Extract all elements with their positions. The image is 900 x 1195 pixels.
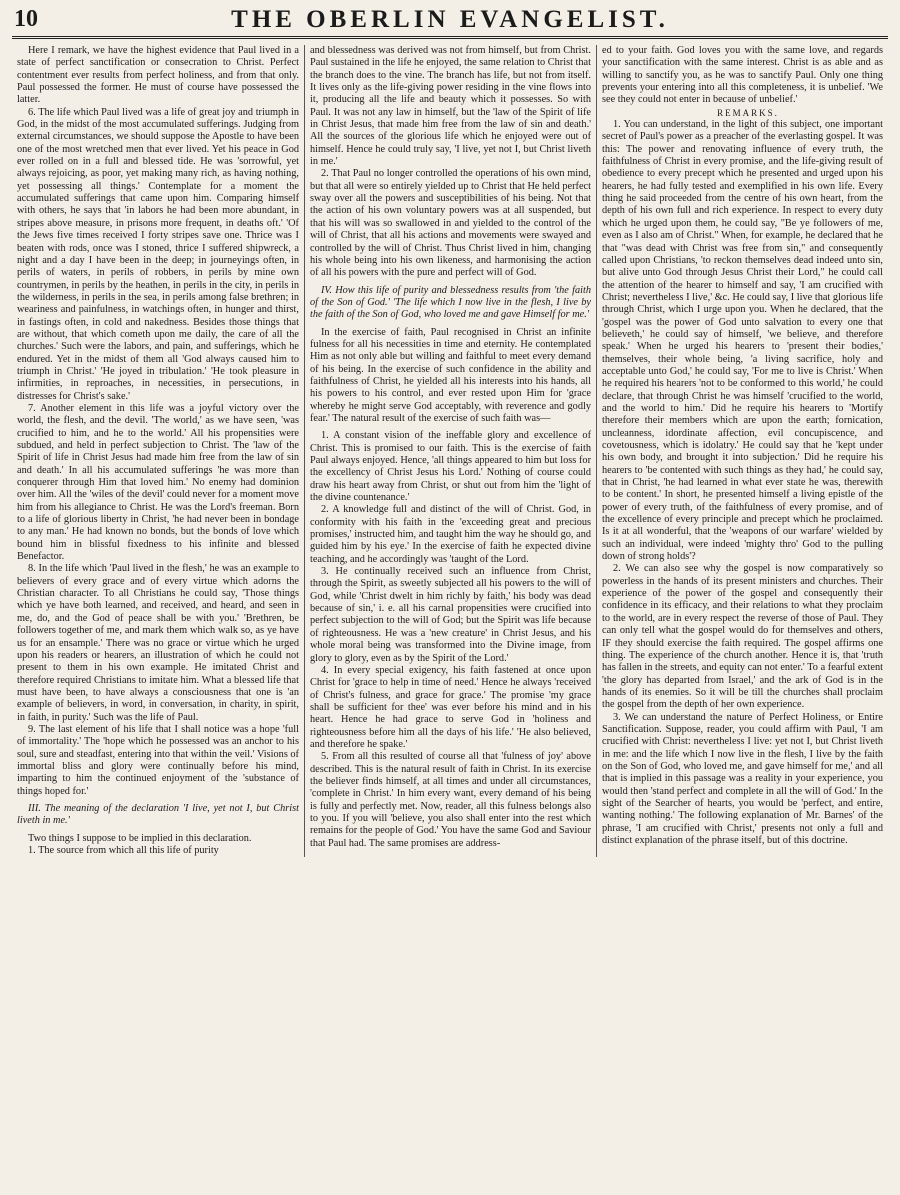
paragraph: 2. That Paul no longer controlled the operations of his own mind, but that all were so entirely yielded up to Christ that He held perfect sway over all the powers and susceptibilities of his being. Not that the action of his own voluntary powers was at all suspended, but that his will was so swallowed in and yielded to the control of the will of Christ, that all his actions and movements were swayed and controlled by the will of Christ. Thus Christ lived in him, changing his whole being into his own likeness, and harmonising the action of all his powers with the pure and perfect will of God. xyxy=(310,168,591,279)
paragraph: 2. We can also see why the gospel is now comparatively so powerless in the hands of its present ministers and churches. Their experience of the power of the gospel and consequently their confidence in its efficacy, and their relations to what they proclaim to the world, are in every respect the reverse of those of Paul. They can only tell what the gospel would do for themselves and others, IF they should exercise the faith required. The gospel affirms one thing. The experience of the church another. Hence it is, that 'truth has fallen in the streets, and equity can not enter.' To a fearful extent 'the glory has departed from Israel,' and the ark of God is in the hands of its enemies. So it will be till the churches shall proclaim the gospel from the depth of her own experience. xyxy=(602,563,883,711)
paragraph: 3. He continually received such an influence from Christ, through the Spirit, as sweetly subjected all his powers to the will of God, while 'Christ dwelt in him richly by faith,' his body was dead because of sin,' i. e. all his carnal propensities were crucified into perfect subjection to the will of God; but the Spirit was life because of righteousness. He was a 'new creature' in Christ Jesus, and his whole moral being was transformed into the Divine image, from glory to glory, even as by the Spirit of the Lord.' xyxy=(310,566,591,664)
masthead xyxy=(12,6,888,39)
article-columns xyxy=(12,45,888,857)
journal-title: THE OBERLIN EVANGELIST. xyxy=(231,6,669,33)
paragraph: Two things I suppose to be implied in this declaration. xyxy=(28,832,252,844)
paragraph: ed to your faith. God loves you with the same love, and regards your sanctification with the same interest. Christ is as able and as willing to sanctify you, as he was to sanctify Paul. Only one thing prevents your entering into all this completeness, it is unbelief. 'We see they could not enter in because of unbelief.' xyxy=(602,45,883,106)
paragraph: 2. A knowledge full and distinct of the will of Christ. God, in conformity with his faith in the 'exceeding great and precious promises,' instructed him, and taught him the way he should go, and guided him by his eye.' In the exercise of faith he expected divine teaching, and he accordingly was 'taught of the Lord. xyxy=(310,504,591,565)
paragraph: 1. A constant vision of the ineffable glory and excellence of Christ. This is promised to our faith. This is the exercise of faith Paul always enjoyed. Hence, 'all things appeared to him but loss for the excellency of Christ Jesus his Lord.' Nothing of course could draw his heart away from Christ, or shut out from him the 'light of the divine countenance.' xyxy=(310,430,591,504)
column-3 xyxy=(596,45,888,857)
section-heading: IV. How this life of purity and blessedness results from 'the faith of the Son of God.' 'The life which I now live in the flesh, I live by the faith of the Son of God, who loved me and gave Himself for me.' xyxy=(310,284,591,321)
column-1 xyxy=(12,45,304,857)
paragraph: 6. The life which Paul lived was a life of great joy and triumph in God, in the midst of the most accumulated sufferings. Judging from external circumstances, we should suppose the Apostle to have been one of the most wretched men that ever lived. Yet his peace in God ever rolled on in a full and blessed tide. He was 'sorrowful, yet always rejoicing, as poor, yet making many rich, as having nothing, yet possessing all things.' Contemplate for a moment the accumulated sufferings that came upon him. Comparing himself with others, he says that 'in labors he had been more abundant, in stripes above measure, in prisons more frequent, in deaths oft.' 'Of the Jews five times received I forty stripes save one. Thrice was I beaten with rods, once was I stoned, thrice I suffered shipwreck, a night and a day I have been in the deep; in journeyings often, in perils of waters, in perils of robbers, in perils by mine own countrymen, in perils by the heathen, in perils in the city, in perils in the wilderness, in perils in the sea, in perils among false brethren; in weariness and painfulness, in watchings often, in hunger and thirst, in fastings often, in cold and nakedness. Besides those things that are without, that which cometh upon me daily, the care of all the churches.' Such were the labors, and pain, and sufferings, which he endured. Yet in the midst of them all 'God always caused him to triumph in Christ.' 'He joyed in tribulation.' 'He took pleasure in infirmities, in reproaches, in necessities, in persecutions, in distresses for Christ's sake.' xyxy=(17,106,299,402)
paragraph: 1. The source from which all this life of purity xyxy=(28,845,219,856)
section-heading: III. The meaning of the declaration 'I live, yet not I, but Christ liveth in me.' xyxy=(17,802,299,827)
column-2 xyxy=(304,45,596,857)
paragraph: and blessedness was derived was not from himself, but from Christ. Paul sustained in the life he enjoyed, the same relation to Christ that the branch does to the vine. The branch has life, but not from itself. It lives only as the life-giving power residing in the vine flows into it, producing all the life and beauty which it possesses. So with Paul. It was not any law in himself, but the 'law of the Spirit of life in Christ Jesus, that made him free from the law of sin and death.' All the sources of the glorious life which he enjoyed were out of himself. Hence he could truly say, 'I live, yet not I, but Christ liveth in me.' xyxy=(310,45,591,168)
paragraph: 9. The last element of his life that I shall notice was a hope 'full of immortality.' The 'hope which he possessed was an anchor to his soul, sure and steadfast, entering into that within the veil.' Visions of immortal bliss and glory were continually before his mind, imparting to him the continued enjoyment of the 'substance of things hoped for.' xyxy=(17,723,299,797)
paragraph: 4. In every special exigency, his faith fastened at once upon Christ for 'grace to help in time of need.' Hence he always 'received of Christ's fulness, and grace for grace.' The promise 'my grace shall be sufficient for thee' was ever before his mind and in his heart. Hence he had grace to serve God in 'holiness and righteousness before him all the days of his life.' 'He also believed, and therefore he spake.' xyxy=(310,664,591,750)
paragraph: 7. Another element in this life was a joyful victory over the world, the flesh, and the devil. 'The world,' as we have seen, 'was crucified to him, and he to the world.' All his propensities were subdued, and held in perfect subjection to Christ. The 'law of the Spirit of life in Christ Jesus had made him free from the law of sin and death.' In all his accumulated sufferings 'he was more than conquerer through Him that loved him.' No enemy had dominion over him. All the 'wiles of the devil' could never for a moment move him from his allegiance to Christ. He was the Lord's freeman. Born to a life of glorious liberty in Christ, 'he had never been in bondage to any man.' He had known no bonds, but the bonds of love which bound him in blissful fixedness to his infinite and blessed Benefactor. xyxy=(17,402,299,563)
paragraph: 5. From all this resulted of course all that 'fulness of joy' above described. This is the natural result of faith in Christ. In its exercise the believer finds himself, at all times and under all circumstances, 'complete in Christ.' In him every want, every demand of his being is fully and perfectly met. Now, reader, all this fulness belongs also to you. If you will 'believe, you also shall enter into the rest which remains for the people of God.' You have the same God and Saviour that Paul had. The same promises are address- xyxy=(310,751,591,849)
paragraph: 3. We can understand the nature of Perfect Holiness, or Entire Sanctification. Suppose, reader, you could affirm with Paul, 'I am crucified with Christ: nevertheless I live: yet not I, but Christ liveth in me: and the life which I now live in the flesh, I live by the faith on the Son of God, who loved me, and gave himself for me,' and all that is implied in this passage was a reality in your experience, you would then 'stand perfect and complete in all the will of God.' In the sight of the Searcher of hearts, you would be 'perfect, and entire, wanting nothing.' The following explanation of Mr. Barnes' of the phrase, 'I am crucified with Christ,' presents not only a full and distinct explanation of the phrase itself, but of this doctrine. xyxy=(602,711,883,846)
paragraph: In the exercise of faith, Paul recognised in Christ an infinite fulness for all his necessities in time and eternity. He contemplated Him as not only able but willing and faithful to meet every demand of his being. In the exercise of such confidence in the ability and faithfulness of Christ, he yielded all his interests into his hands, all his powers to his control, and ever rested upon Him for 'grace whereby he might serve God acceptably, with reverence and godly fear.' The natural result of the exercise of such faith was— xyxy=(310,326,591,424)
paragraph: 1. You can understand, in the light of this subject, one important secret of Paul's power as a preacher of the everlasting gospel. It was this: The power and renovating influence of every truth, the faithfulness of Christ in every promise, and the life-giving result of obedience to every precept which he presented and urged upon his hearers, he had fully tested and exemplified in his own life. Every thing he said proceeded from the centre of his own heart, from the depth of his own full and rich experience. In respect to every duty which he urged upon them, he could say, "Be ye followers of me, even as I also am of Christ." When, for example, he declared that he that "was dead with Christ was free from sin," and consequently called upon Christians, 'to reckon themselves dead indeed unto sin, but alive unto God through Jesus Christ their Lord," he could call the attention of the hearer to himself and say, 'I am crucified with Christ; nevertheless I live,' &c. He could say, I live that glorious life through Christ, which I urge upon you. When he declared, that the 'gospel was the power of God unto salvation to every one that believeth,' he could say of himself, 'we believe, and therefore speak.' When he urged his hearers to 'present their bodies,' themselves, their whole being, 'a living sacrifice, holy and acceptable unto God,' he could say, 'For me to live is Christ.' When he required his hearers 'not to be conformed to this world,' he could declare, that through Christ he was himself 'crucified to the world, and the world to him.' Did he require his hearers to 'Mortify therefore their members which are upon the earth; fornication, uncleanness, idordinate affection, evil concupiscence, and covetousness, which is idolatry.' He could say that he 'kept under his own body, and brought it into subjection.' Did he require his hearers to 'be contented with such things as they had,' he could say, that in Christ, 'he had learned in what ever state he was, therewith to be content.' In short, he presented himself a living epistle of the power of every truth, of the faithfulness of every promise, and of the excellence of every principle and precept which he proclaimed. Is it at all wonderful, that the 'weapons of our warfare' wielded by such an individual, were indeed 'mighty thro' God to the pulling down of strong holds'? xyxy=(602,119,883,563)
paragraph: 8. In the life which 'Paul lived in the flesh,' he was an example to believers of every grace and of every virtue which adorns the Christian character. To all Christians he could say, 'Those things which ye have both learned, and received, and heard, and seen in me, do, and the God of peace shall be with you.' 'Brethren, be followers together of me, and mark them which walk so, as ye have us for an ensample.' There was no grace or virtue which he urged upon his readers or hearers, an illustration of which he could not present to them in his own example. He imitated Christ and therefore required Christians to imitate him. What a blessed life that must have been, to have always a consciousness that one is 'an example of believers, in word, in conversation, in charity, in spirit, in faith, in purity.' Such was the life of Paul. xyxy=(17,563,299,723)
page-number: 10 xyxy=(14,6,38,32)
remarks-heading: REMARKS. xyxy=(717,107,779,118)
paragraph: Here I remark, we have the highest evidence that Paul lived in a state of perfect sanctification or consecration to Christ. Perfect contentment ever results from perfect holiness, and from that only. Paul possessed the former. He must of course have possessed the latter. xyxy=(17,45,299,106)
